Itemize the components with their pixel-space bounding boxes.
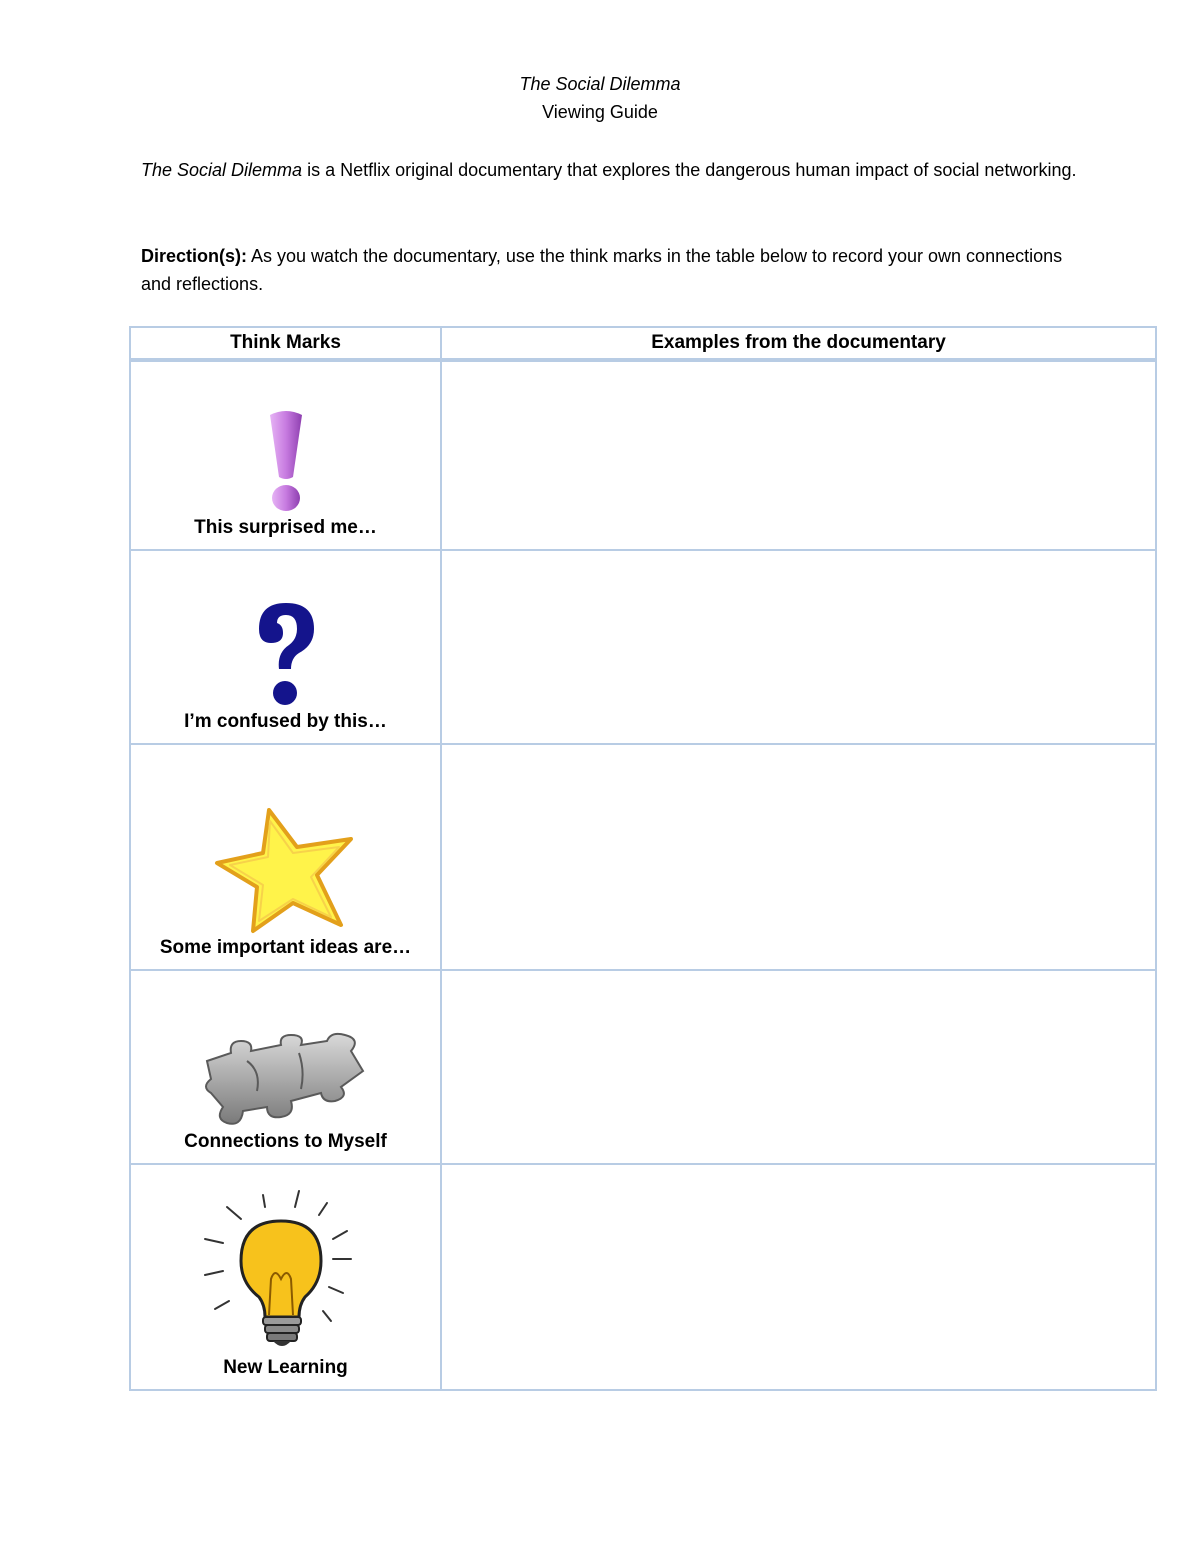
think-marks-table: [129, 326, 1157, 1391]
think-mark-label: I’m confused by this…: [184, 711, 387, 732]
document-subtitle: Viewing Guide: [542, 102, 658, 122]
think-mark-cell: [130, 970, 441, 1164]
lightbulb-icon: [201, 1187, 371, 1357]
star-icon: [213, 807, 358, 937]
intro-paragraph: [141, 156, 1081, 184]
table-row: [130, 550, 1156, 744]
directions-label: Direction(s):: [141, 246, 248, 266]
intro-text: is a Netflix original documentary that explores the dangerous human impact of social networking.: [302, 160, 1077, 180]
example-cell[interactable]: [441, 550, 1156, 744]
exclamation-icon: [261, 407, 311, 517]
think-mark-cell: [130, 360, 441, 550]
think-mark-cell: [130, 550, 441, 744]
header-examples: Examples from the documentary: [441, 327, 1156, 360]
think-mark-label: Some important ideas are…: [159, 937, 412, 958]
intro-title: The Social Dilemma: [141, 160, 303, 180]
document-title: The Social Dilemma: [519, 74, 681, 94]
directions-paragraph: [141, 242, 1081, 298]
table-header-row: [130, 327, 1156, 360]
directions-text: As you watch the documentary, use the think marks in the table below to record your own connections and reflections.: [141, 246, 1063, 294]
header-think-marks: Think Marks: [130, 327, 441, 360]
think-mark-label: Connections to Myself: [184, 1131, 387, 1152]
table-row: [130, 744, 1156, 970]
table-row: [130, 360, 1156, 550]
think-mark-label: This surprised me…: [194, 517, 377, 538]
example-cell[interactable]: [441, 744, 1156, 970]
example-cell[interactable]: [441, 970, 1156, 1164]
table-row: [130, 1164, 1156, 1390]
question-mark-icon: [251, 599, 321, 711]
think-mark-label: New Learning: [223, 1357, 348, 1378]
example-cell[interactable]: [441, 1164, 1156, 1390]
puzzle-icon: [201, 1031, 371, 1131]
think-mark-cell: [130, 1164, 441, 1390]
think-mark-cell: [130, 744, 441, 970]
example-cell[interactable]: [441, 360, 1156, 550]
table-row: [130, 970, 1156, 1164]
